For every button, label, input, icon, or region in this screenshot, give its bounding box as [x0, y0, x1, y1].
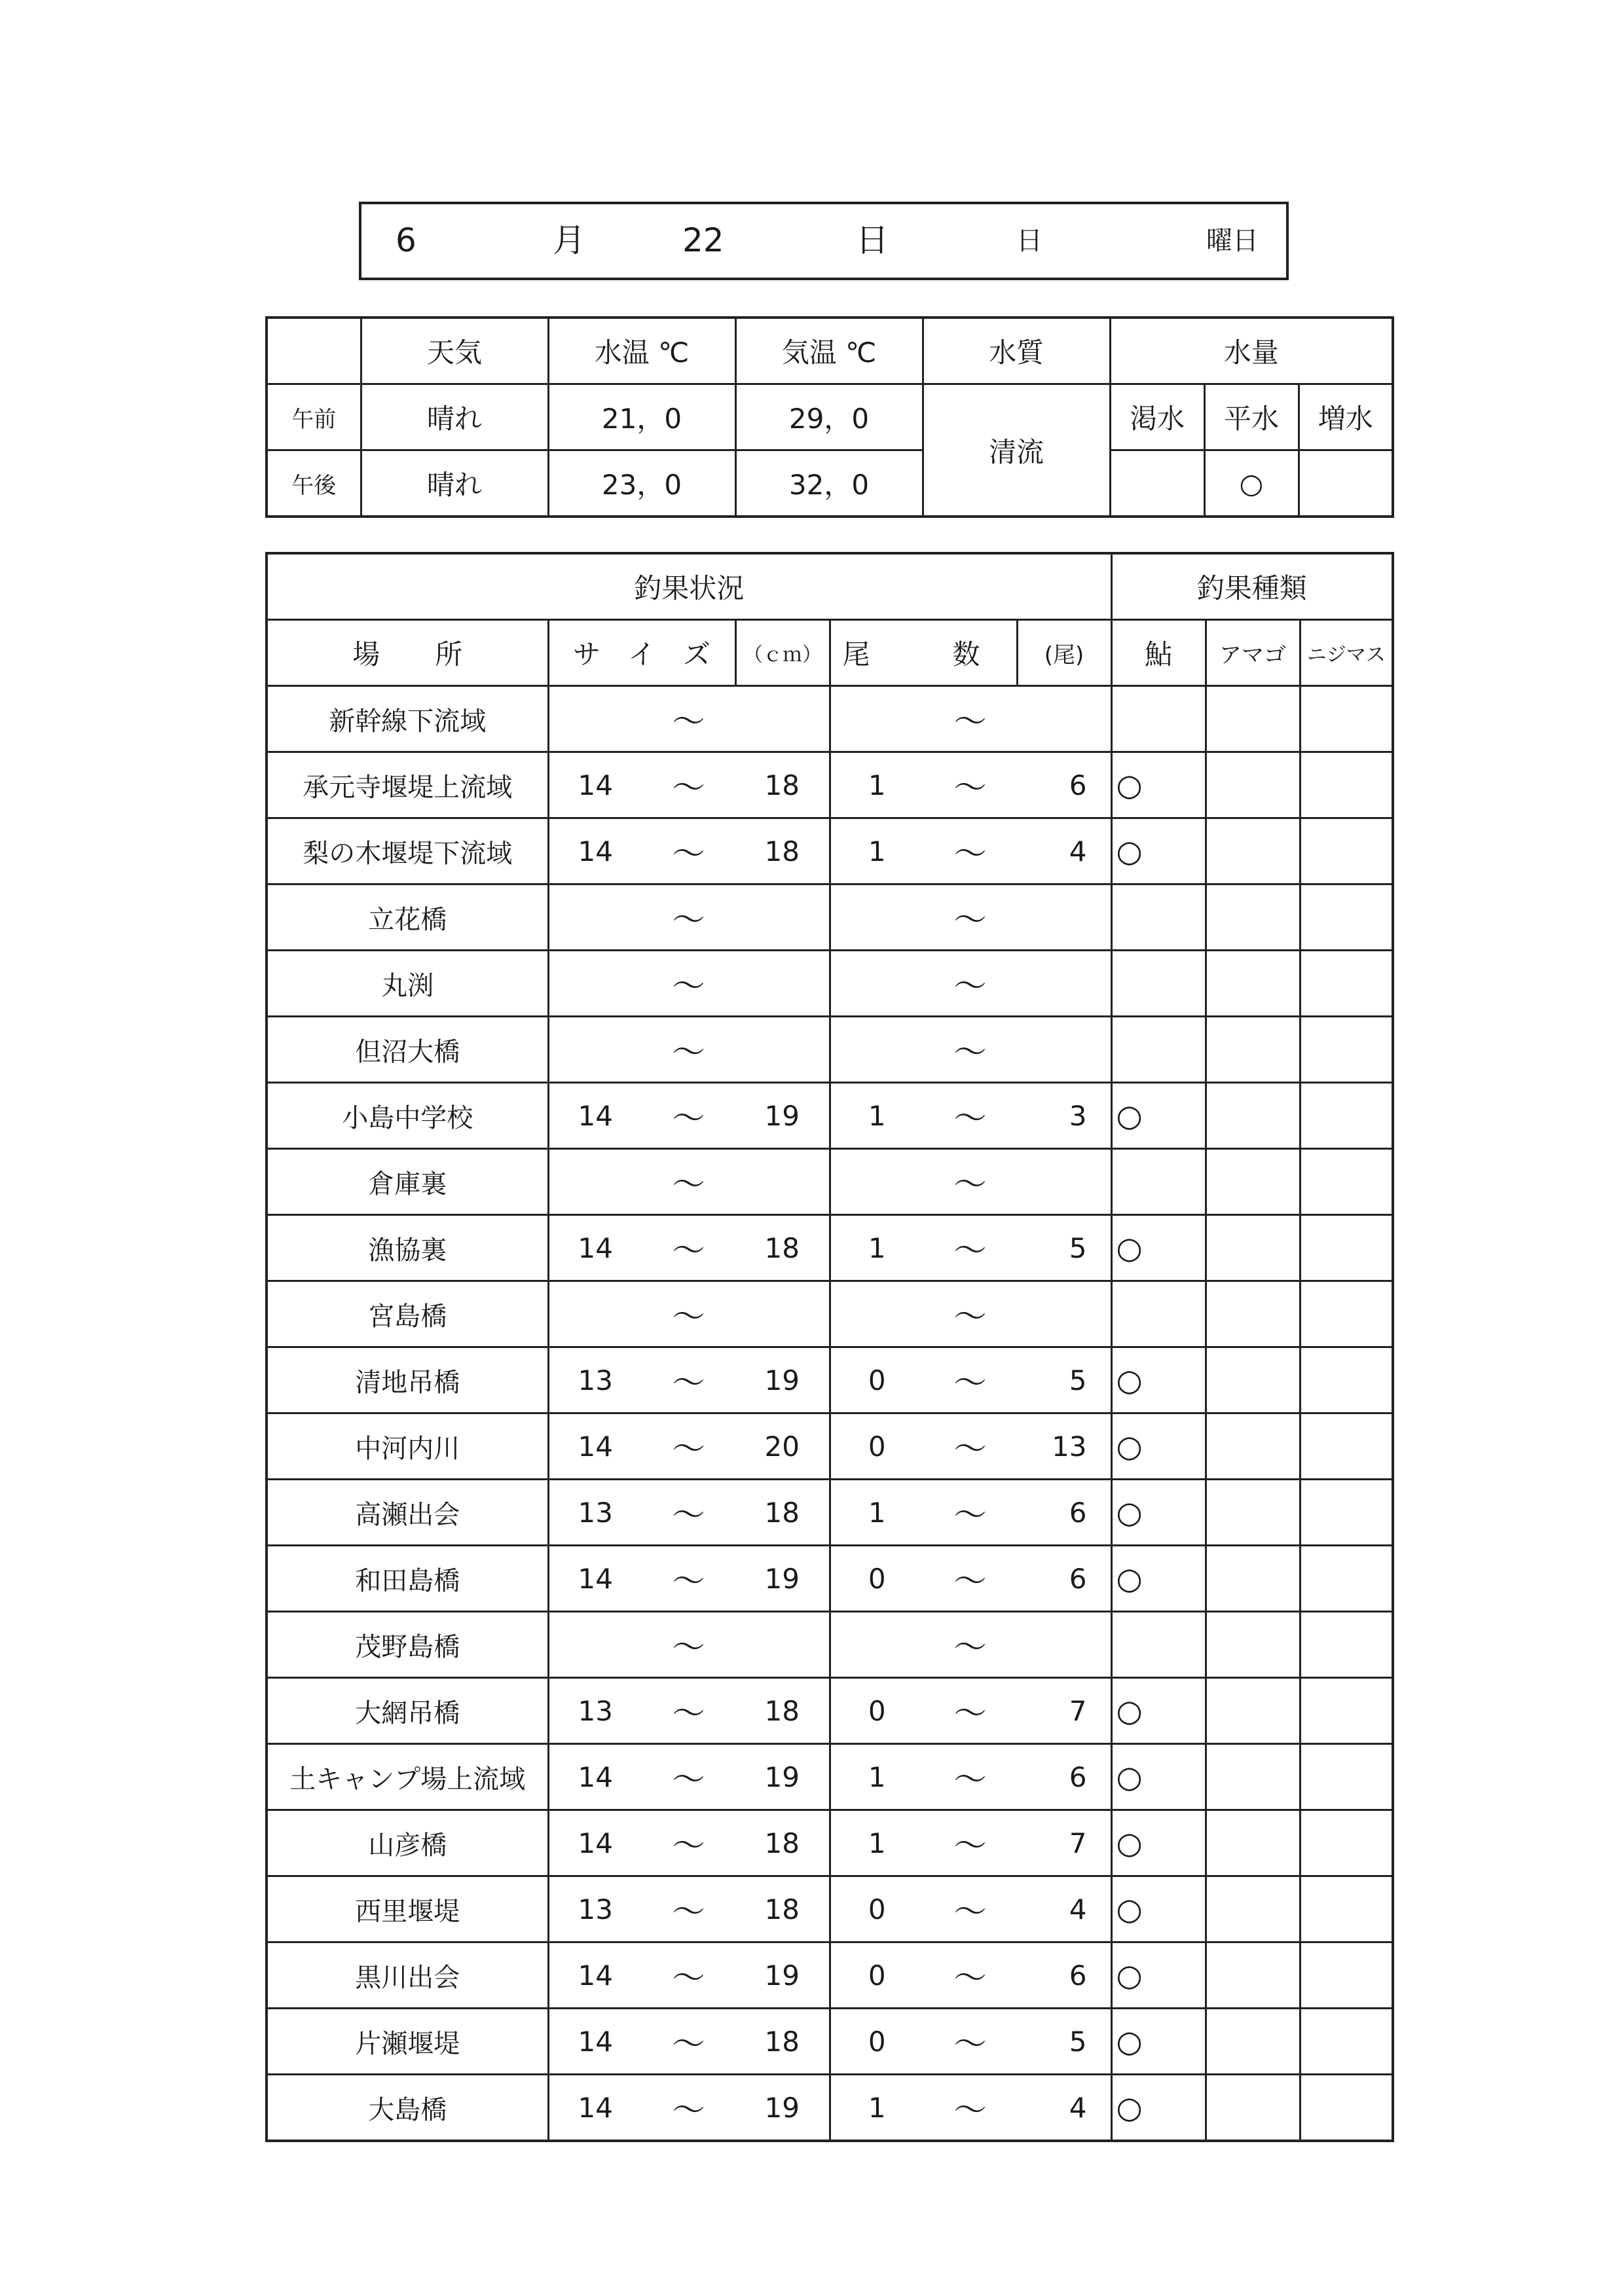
count-tilde: ～ — [923, 2075, 1017, 2141]
species-nijimasu-cell — [1300, 1942, 1393, 2009]
size-tilde: ～ — [642, 1876, 735, 1942]
size-min-cell — [548, 686, 642, 752]
catch-row — [267, 1149, 1393, 1215]
count-min-cell: 0 — [830, 2009, 923, 2075]
weather-pm: 晴れ — [361, 450, 548, 517]
catch-table — [265, 552, 1394, 2142]
species-ayu-cell — [1111, 951, 1206, 1017]
catch-row — [267, 1215, 1393, 1281]
weather-table — [265, 316, 1394, 518]
species-ayu-cell — [1111, 1149, 1206, 1215]
species-ayu-cell — [1111, 686, 1206, 752]
species-nijimasu-cell — [1300, 2075, 1393, 2141]
water-quality-header: 水質 — [923, 318, 1110, 384]
species-ayu-cell: ○ — [1111, 1083, 1206, 1149]
species-amago-cell — [1206, 951, 1300, 1017]
size-max-cell — [735, 1612, 830, 1678]
weather-header-row — [267, 318, 1393, 384]
species-amago-cell — [1206, 2009, 1300, 2075]
size-max-cell: 18 — [735, 1810, 830, 1876]
species-amago-cell — [1206, 1480, 1300, 1546]
count-tilde: ～ — [923, 686, 1017, 752]
size-max-cell: 18 — [735, 1876, 830, 1942]
size-tilde: ～ — [642, 2075, 735, 2141]
species-amago-cell — [1206, 884, 1300, 951]
size-max-cell — [735, 951, 830, 1017]
size-tilde: ～ — [642, 1149, 735, 1215]
count-max-cell: 6 — [1017, 1744, 1111, 1810]
size-max-cell: 18 — [735, 2009, 830, 2075]
date-box — [359, 202, 1289, 280]
size-max-cell — [735, 1149, 830, 1215]
species-amago-cell — [1206, 818, 1300, 884]
count-min-cell: 1 — [830, 818, 923, 884]
count-max-cell: 5 — [1017, 1215, 1111, 1281]
location-header: 場 所 — [267, 620, 548, 686]
catch-row — [267, 2009, 1393, 2075]
count-max-cell: 4 — [1017, 818, 1111, 884]
size-max-cell: 18 — [735, 752, 830, 818]
count-max-cell: 6 — [1017, 1480, 1111, 1546]
count-max-cell — [1017, 1149, 1111, 1215]
location-cell: 但沼大橋 — [267, 1017, 548, 1083]
row-label-pm: 午後 — [267, 450, 361, 517]
size-header: サ イ ズ — [548, 620, 735, 686]
catch-row — [267, 752, 1393, 818]
count-min-cell: 1 — [830, 1083, 923, 1149]
count-min-cell: 1 — [830, 1480, 923, 1546]
species-amago-cell — [1206, 1942, 1300, 2009]
location-cell: 梨の木堰堤下流域 — [267, 818, 548, 884]
species-ayu-cell: ○ — [1111, 2009, 1206, 2075]
species-nijimasu-cell — [1300, 752, 1393, 818]
count-max-cell — [1017, 884, 1111, 951]
size-max-cell — [735, 1017, 830, 1083]
species-nijimasu-header: ニジマス — [1300, 620, 1393, 686]
count-tilde: ～ — [923, 1744, 1017, 1810]
size-tilde: ～ — [642, 1281, 735, 1347]
species-nijimasu-cell — [1300, 686, 1393, 752]
size-min-cell: 14 — [548, 1744, 642, 1810]
species-nijimasu-cell — [1300, 1149, 1393, 1215]
water-temp-pm: 23，0 — [548, 450, 735, 517]
count-tilde: ～ — [923, 884, 1017, 951]
size-min-cell: 14 — [548, 1413, 642, 1480]
catch-row — [267, 1480, 1393, 1546]
species-amago-cell — [1206, 1281, 1300, 1347]
size-max-cell: 19 — [735, 1942, 830, 2009]
air-temp-am: 29，0 — [735, 384, 923, 450]
size-min-cell: 14 — [548, 2009, 642, 2075]
count-tilde: ～ — [923, 951, 1017, 1017]
size-max-cell: 18 — [735, 1678, 830, 1744]
count-min-cell — [830, 686, 923, 752]
count-min-cell: 0 — [830, 1942, 923, 2009]
species-ayu-cell: ○ — [1111, 1678, 1206, 1744]
species-nijimasu-cell — [1300, 1480, 1393, 1546]
count-min-cell: 1 — [830, 1810, 923, 1876]
count-unit-header: (尾) — [1017, 620, 1111, 686]
catch-row — [267, 818, 1393, 884]
size-min-cell — [548, 1149, 642, 1215]
count-max-cell: 5 — [1017, 2009, 1111, 2075]
weather-row-am — [267, 384, 1393, 450]
size-min-cell: 14 — [548, 1546, 642, 1612]
species-nijimasu-cell — [1300, 1347, 1393, 1413]
location-cell: 新幹線下流域 — [267, 686, 548, 752]
location-cell: 土キャンプ場上流域 — [267, 1744, 548, 1810]
species-amago-cell — [1206, 686, 1300, 752]
species-section-title: 釣果種類 — [1111, 553, 1393, 620]
size-tilde: ～ — [642, 1810, 735, 1876]
count-max-cell — [1017, 1612, 1111, 1678]
count-tilde: ～ — [923, 1083, 1017, 1149]
size-tilde: ～ — [642, 884, 735, 951]
location-cell: 丸渕 — [267, 951, 548, 1017]
species-ayu-cell: ○ — [1111, 1347, 1206, 1413]
count-max-cell — [1017, 951, 1111, 1017]
catch-section-title: 釣果状況 — [267, 553, 1111, 620]
species-nijimasu-cell — [1300, 1612, 1393, 1678]
species-amago-cell — [1206, 752, 1300, 818]
species-ayu-cell: ○ — [1111, 818, 1206, 884]
species-amago-cell — [1206, 1744, 1300, 1810]
count-tilde: ～ — [923, 752, 1017, 818]
air-temp-pm: 32，0 — [735, 450, 923, 517]
location-cell: 西里堰堤 — [267, 1876, 548, 1942]
species-ayu-cell — [1111, 884, 1206, 951]
size-min-cell: 13 — [548, 1347, 642, 1413]
species-ayu-cell: ○ — [1111, 1215, 1206, 1281]
count-tilde: ～ — [923, 1546, 1017, 1612]
species-amago-cell — [1206, 2075, 1300, 2141]
species-amago-cell — [1206, 1215, 1300, 1281]
size-tilde: ～ — [642, 1612, 735, 1678]
species-amago-cell — [1206, 1876, 1300, 1942]
size-min-cell: 13 — [548, 1876, 642, 1942]
count-tilde: ～ — [923, 818, 1017, 884]
species-ayu-cell — [1111, 1017, 1206, 1083]
size-min-cell: 14 — [548, 818, 642, 884]
species-ayu-cell: ○ — [1111, 1876, 1206, 1942]
count-min-cell — [830, 1017, 923, 1083]
species-nijimasu-cell — [1300, 1744, 1393, 1810]
size-max-cell: 19 — [735, 1744, 830, 1810]
size-max-cell: 18 — [735, 1480, 830, 1546]
size-min-cell: 14 — [548, 2075, 642, 2141]
size-tilde: ～ — [642, 1480, 735, 1546]
location-cell: 高瀬出会 — [267, 1480, 548, 1546]
size-tilde: ～ — [642, 1413, 735, 1480]
size-max-cell — [735, 686, 830, 752]
catch-row — [267, 1347, 1393, 1413]
location-cell: 大網吊橋 — [267, 1678, 548, 1744]
catch-row — [267, 1281, 1393, 1347]
size-tilde: ～ — [642, 1678, 735, 1744]
count-min-cell: 0 — [830, 1876, 923, 1942]
species-ayu-cell: ○ — [1111, 1810, 1206, 1876]
species-ayu-cell: ○ — [1111, 1744, 1206, 1810]
size-min-cell — [548, 884, 642, 951]
catch-row — [267, 951, 1393, 1017]
count-min-cell: 0 — [830, 1678, 923, 1744]
size-tilde: ～ — [642, 752, 735, 818]
location-cell: 和田島橋 — [267, 1546, 548, 1612]
amount-mark-high — [1299, 450, 1393, 517]
row-label-am: 午前 — [267, 384, 361, 450]
species-nijimasu-cell — [1300, 1215, 1393, 1281]
size-unit-header: （ｃｍ） — [735, 620, 830, 686]
species-ayu-cell: ○ — [1111, 752, 1206, 818]
species-nijimasu-cell — [1300, 818, 1393, 884]
month-label: 月 — [553, 221, 585, 259]
species-amago-cell — [1206, 1546, 1300, 1612]
size-max-cell: 19 — [735, 1546, 830, 1612]
count-tilde: ～ — [923, 1017, 1017, 1083]
size-min-cell — [548, 1281, 642, 1347]
species-amago-cell — [1206, 1678, 1300, 1744]
count-min-cell: 1 — [830, 1215, 923, 1281]
month-value: 6 — [396, 221, 416, 259]
count-tilde: ～ — [923, 1281, 1017, 1347]
count-min-cell: 1 — [830, 1744, 923, 1810]
size-max-cell: 19 — [735, 1347, 830, 1413]
count-tilde: ～ — [923, 1876, 1017, 1942]
size-min-cell: 14 — [548, 1942, 642, 2009]
weekday-value: 日 — [1016, 226, 1043, 256]
catch-row — [267, 1546, 1393, 1612]
species-nijimasu-cell — [1300, 1678, 1393, 1744]
catch-row — [267, 1942, 1393, 2009]
catch-title-row — [267, 553, 1393, 620]
species-nijimasu-cell — [1300, 1876, 1393, 1942]
size-tilde: ～ — [642, 1744, 735, 1810]
count-max-cell: 6 — [1017, 1546, 1111, 1612]
count-max-cell: 6 — [1017, 752, 1111, 818]
air-temp-header: 気温 ℃ — [735, 318, 923, 384]
location-cell: 立花橋 — [267, 884, 548, 951]
count-tilde: ～ — [923, 1149, 1017, 1215]
count-tilde: ～ — [923, 1347, 1017, 1413]
size-min-cell — [548, 1017, 642, 1083]
count-min-cell: 0 — [830, 1413, 923, 1480]
catch-header-row — [267, 620, 1393, 686]
location-cell: 小島中学校 — [267, 1083, 548, 1149]
location-cell: 承元寺堰堤上流域 — [267, 752, 548, 818]
count-min-cell — [830, 951, 923, 1017]
size-max-cell: 18 — [735, 1215, 830, 1281]
catch-row — [267, 2075, 1393, 2141]
catch-row — [267, 1678, 1393, 1744]
location-cell: 黒川出会 — [267, 1942, 548, 2009]
size-tilde: ～ — [642, 1083, 735, 1149]
size-max-cell — [735, 884, 830, 951]
size-tilde: ～ — [642, 818, 735, 884]
count-tilde: ～ — [923, 1215, 1017, 1281]
species-ayu-cell: ○ — [1111, 1480, 1206, 1546]
catch-row — [267, 1083, 1393, 1149]
species-amago-cell — [1206, 1017, 1300, 1083]
count-min-cell: 0 — [830, 1546, 923, 1612]
size-max-cell: 19 — [735, 1083, 830, 1149]
species-ayu-cell: ○ — [1111, 1413, 1206, 1480]
weekday-label: 曜日 — [1206, 226, 1259, 256]
catch-row — [267, 1612, 1393, 1678]
day-value: 22 — [682, 221, 724, 259]
count-min-cell: 0 — [830, 1347, 923, 1413]
count-tilde: ～ — [923, 1678, 1017, 1744]
species-nijimasu-cell — [1300, 884, 1393, 951]
location-cell: 山彦橋 — [267, 1810, 548, 1876]
species-nijimasu-cell — [1300, 951, 1393, 1017]
water-temp-am: 21，0 — [548, 384, 735, 450]
species-nijimasu-cell — [1300, 1017, 1393, 1083]
location-cell: 中河内川 — [267, 1413, 548, 1480]
count-tilde: ～ — [923, 1480, 1017, 1546]
count-min-cell — [830, 1281, 923, 1347]
amount-option-low: 渇水 — [1110, 384, 1204, 450]
count-max-cell: 4 — [1017, 1876, 1111, 1942]
count-max-cell: 7 — [1017, 1678, 1111, 1744]
count-max-cell: 3 — [1017, 1083, 1111, 1149]
catch-row — [267, 686, 1393, 752]
size-min-cell: 14 — [548, 1215, 642, 1281]
location-cell: 茂野島橋 — [267, 1612, 548, 1678]
location-cell: 清地吊橋 — [267, 1347, 548, 1413]
catch-row — [267, 1017, 1393, 1083]
species-amago-cell — [1206, 1810, 1300, 1876]
count-max-cell: 13 — [1017, 1413, 1111, 1480]
count-max-cell: 4 — [1017, 2075, 1111, 2141]
species-ayu-cell — [1111, 1281, 1206, 1347]
species-ayu-cell — [1111, 1612, 1206, 1678]
amount-option-high: 増水 — [1299, 384, 1393, 450]
location-cell: 漁協裏 — [267, 1215, 548, 1281]
species-amago-cell — [1206, 1083, 1300, 1149]
size-min-cell: 13 — [548, 1678, 642, 1744]
size-tilde: ～ — [642, 1215, 735, 1281]
catch-row — [267, 1876, 1393, 1942]
weather-row-pm — [267, 450, 1393, 517]
size-min-cell: 13 — [548, 1480, 642, 1546]
size-min-cell: 14 — [548, 1083, 642, 1149]
water-temp-header: 水温 ℃ — [548, 318, 735, 384]
species-amago-cell — [1206, 1612, 1300, 1678]
amount-mark-low — [1110, 450, 1204, 517]
count-tilde: ～ — [923, 1810, 1017, 1876]
count-tilde: ～ — [923, 1942, 1017, 2009]
species-nijimasu-cell — [1300, 1281, 1393, 1347]
species-nijimasu-cell — [1300, 1413, 1393, 1480]
weather-header: 天気 — [361, 318, 548, 384]
species-ayu-header: 鮎 — [1111, 620, 1206, 686]
size-min-cell — [548, 951, 642, 1017]
count-header: 尾 数 — [830, 620, 1017, 686]
count-min-cell — [830, 884, 923, 951]
count-tilde: ～ — [923, 1413, 1017, 1480]
species-nijimasu-cell — [1300, 1810, 1393, 1876]
catch-row — [267, 1744, 1393, 1810]
water-amount-header: 水量 — [1110, 318, 1393, 384]
species-ayu-cell: ○ — [1111, 1546, 1206, 1612]
water-quality-value: 清流 — [923, 384, 1110, 517]
count-min-cell — [830, 1612, 923, 1678]
count-max-cell — [1017, 686, 1111, 752]
amount-option-normal: 平水 — [1204, 384, 1299, 450]
size-tilde: ～ — [642, 686, 735, 752]
size-min-cell: 14 — [548, 752, 642, 818]
size-max-cell: 20 — [735, 1413, 830, 1480]
catch-row — [267, 1413, 1393, 1480]
count-min-cell: 1 — [830, 752, 923, 818]
count-min-cell: 1 — [830, 2075, 923, 2141]
count-max-cell: 5 — [1017, 1347, 1111, 1413]
species-ayu-cell: ○ — [1111, 2075, 1206, 2141]
size-min-cell — [548, 1612, 642, 1678]
species-nijimasu-cell — [1300, 1546, 1393, 1612]
size-tilde: ～ — [642, 1017, 735, 1083]
size-tilde: ～ — [642, 1347, 735, 1413]
location-cell: 片瀬堰堤 — [267, 2009, 548, 2075]
species-amago-cell — [1206, 1149, 1300, 1215]
species-nijimasu-cell — [1300, 1083, 1393, 1149]
count-tilde: ～ — [923, 2009, 1017, 2075]
size-min-cell: 14 — [548, 1810, 642, 1876]
location-cell: 大島橋 — [267, 2075, 548, 2141]
size-max-cell: 19 — [735, 2075, 830, 2141]
day-label: 日 — [856, 221, 889, 259]
count-max-cell: 6 — [1017, 1942, 1111, 2009]
species-amago-cell — [1206, 1413, 1300, 1480]
size-max-cell: 18 — [735, 818, 830, 884]
amount-mark-normal: ○ — [1204, 450, 1299, 517]
catch-row — [267, 884, 1393, 951]
size-max-cell — [735, 1281, 830, 1347]
location-cell: 倉庫裏 — [267, 1149, 548, 1215]
count-max-cell — [1017, 1017, 1111, 1083]
species-nijimasu-cell — [1300, 2009, 1393, 2075]
species-ayu-cell: ○ — [1111, 1942, 1206, 2009]
location-cell: 宮島橋 — [267, 1281, 548, 1347]
species-amago-cell — [1206, 1347, 1300, 1413]
count-max-cell: 7 — [1017, 1810, 1111, 1876]
count-min-cell — [830, 1149, 923, 1215]
size-tilde: ～ — [642, 2009, 735, 2075]
weather-am: 晴れ — [361, 384, 548, 450]
species-amago-header: アマゴ — [1206, 620, 1300, 686]
catch-row — [267, 1810, 1393, 1876]
size-tilde: ～ — [642, 951, 735, 1017]
size-tilde: ～ — [642, 1546, 735, 1612]
count-max-cell — [1017, 1281, 1111, 1347]
size-tilde: ～ — [642, 1942, 735, 2009]
count-tilde: ～ — [923, 1612, 1017, 1678]
weather-corner-cell — [267, 318, 361, 384]
